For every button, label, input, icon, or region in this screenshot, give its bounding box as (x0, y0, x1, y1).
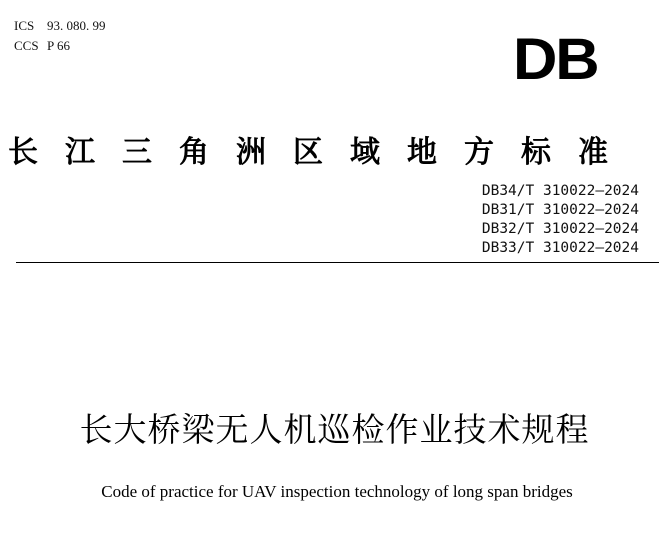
ccs-label: CCS (14, 38, 39, 53)
standard-type-heading: 长江三角洲区域地方标准 (8, 135, 635, 170)
classification-codes (14, 16, 106, 56)
standard-number: DB31/T 310022—2024 (481, 202, 639, 218)
ccs-row (14, 36, 106, 56)
ccs-value: P 66 (47, 38, 70, 53)
standard-number: DB32/T 310022—2024 (481, 221, 639, 237)
header-divider (16, 262, 659, 263)
ics-value: 93. 080. 99 (47, 18, 106, 33)
ics-row (14, 16, 106, 36)
standard-numbers (482, 182, 639, 258)
document-title-zh: 长大桥梁无人机巡检作业技术规程 (79, 410, 590, 449)
ics-label: ICS (14, 18, 35, 33)
db-logo: DB (513, 27, 598, 92)
standard-number: DB33/T 310022—2024 (481, 240, 639, 256)
standard-number: DB34/T 310022—2024 (481, 183, 639, 199)
document-title-en: Code of practice for UAV inspection technology of long span bridges (101, 482, 573, 501)
